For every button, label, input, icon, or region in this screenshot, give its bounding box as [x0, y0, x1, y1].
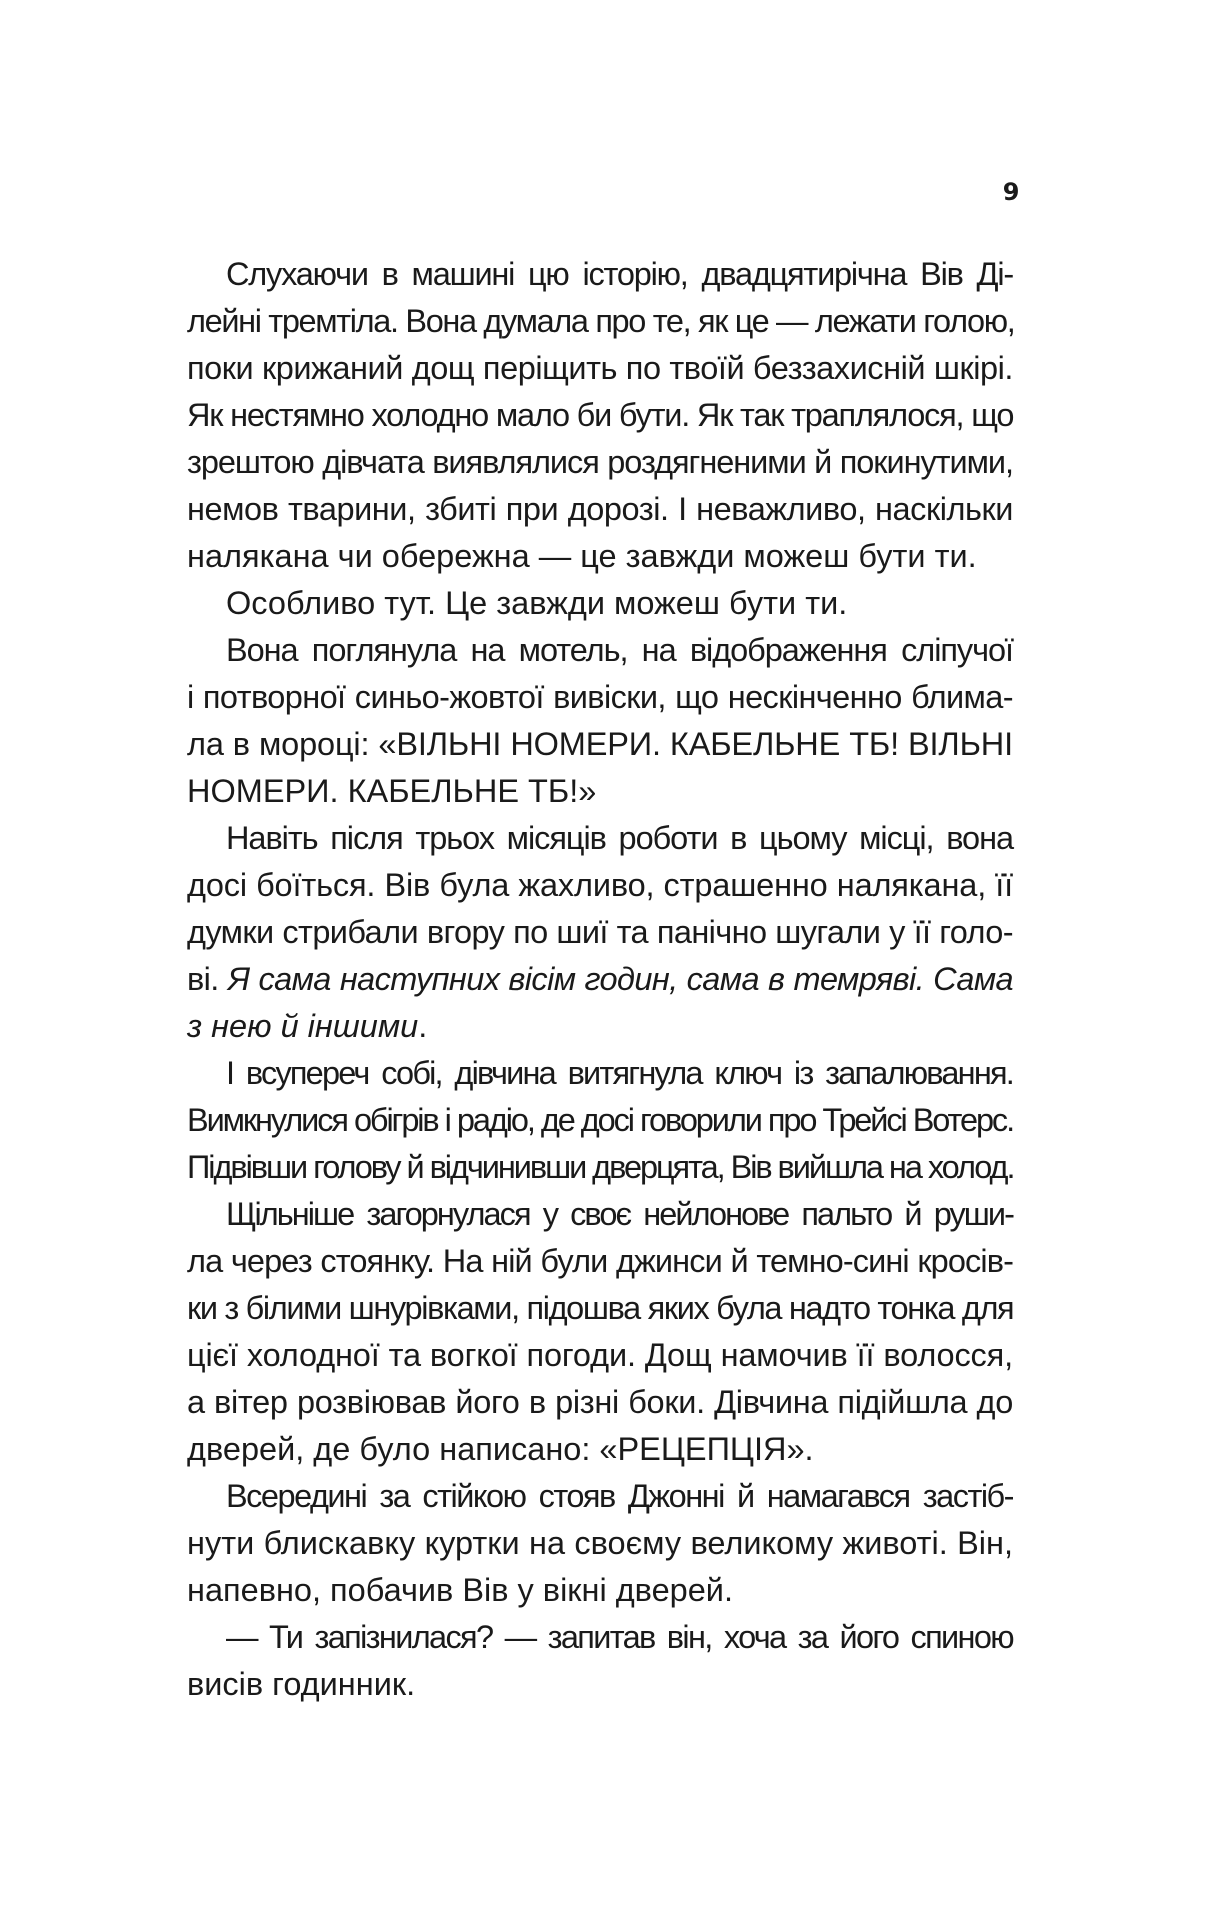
text-line: напевно, побачив Вів у вікні дверей.: [187, 1572, 733, 1608]
text-line: досі боїться. Вів була жахливо, страшенно налякана, її: [187, 867, 1013, 903]
plain-text: .: [418, 1008, 428, 1044]
text-line-mixed: [148, 956, 1013, 1003]
text-line: Підвівши голову й відчинивши дверцята, Вів вийшла на холод.: [187, 1149, 1014, 1185]
text-line: ки з білими шнурівками, підошва яких була надто тонка для: [187, 1290, 1014, 1326]
paragraph-5: [148, 1050, 1013, 1191]
text-line: зрештою дівчата виявлялися роздягненими й покинутими,: [187, 444, 1013, 480]
paragraph-3: [148, 627, 1013, 815]
paragraph-6: [148, 1191, 1013, 1473]
text-line: Особливо тут. Це завжди можеш бути ти.: [226, 585, 848, 621]
paragraph-4: [148, 815, 1013, 1050]
text-line: лейні тремтіла. Вона думала про те, як це — лежати голою,: [187, 303, 1015, 339]
text-line: висів годинник.: [187, 1666, 416, 1702]
text-line: ла через стоянку. На ній були джинси й темно-сині кросів-: [187, 1243, 1013, 1279]
text-line: немов тварини, збиті при дорозі. І неважливо, наскільки: [187, 491, 1013, 527]
paragraph-1: [148, 251, 1013, 580]
paragraph-7: [148, 1473, 1013, 1614]
text-line: дверей, де було написано: «РЕЦЕПЦІЯ».: [187, 1431, 814, 1467]
text-line-mixed: [148, 1003, 1013, 1050]
plain-text: ві.: [187, 961, 228, 997]
text-line: цієї холодної та вогкої погоди. Дощ намочив її волосся,: [187, 1337, 1013, 1373]
paragraph-8: [148, 1614, 1013, 1708]
text-line: Вимкнулися обігрів і радіо, де досі говорили про Трейсі Вотерс.: [187, 1102, 1013, 1138]
text-line: нути блискавку куртки на своєму великому животі. Він,: [187, 1525, 1013, 1561]
text-line: Вона поглянула на мотель, на відображення сліпучої: [226, 632, 1013, 668]
italic-text: з нею й іншими: [187, 1008, 419, 1044]
text-line: і потворної синьо-жовтої вивіски, що нескінченно блима-: [187, 679, 1013, 715]
text-line: І всупереч собі, дівчина витягнула ключ із запалювання.: [226, 1055, 1013, 1091]
text-line: налякана чи обережна — це завжди можеш бути ти.: [187, 538, 977, 574]
body-text: [148, 251, 1013, 1708]
text-line: Щільніше загорнулася у своє нейлонове пальто й руши-: [226, 1196, 1013, 1232]
text-line: поки крижаний дощ періщить по твоїй беззахисній шкірі.: [187, 350, 1013, 386]
text-line: ла в мороці: «ВІЛЬНІ НОМЕРИ. КАБЕЛЬНЕ ТБ! ВІЛЬНІ: [187, 726, 1013, 762]
text-line: Як нестямно холодно мало би бути. Як так траплялося, що: [187, 397, 1014, 433]
text-line: Слухаючи в машині цю історію, двадцятирічна Вів Ді-: [226, 256, 1013, 292]
page-number: 9: [1002, 178, 1020, 206]
text-line: думки стрибали вгору по шиї та панічно шугали у її голо-: [187, 914, 1013, 950]
paragraph-2: [148, 580, 1013, 627]
text-line: Навіть після трьох місяців роботи в цьому місці, вона: [226, 820, 1013, 856]
text-line: Всередині за стійкою стояв Джонні й намагався застіб-: [226, 1478, 1013, 1514]
text-line: НОМЕРИ. КАБЕЛЬНЕ ТБ!»: [187, 773, 597, 809]
text-line: а вітер розвіював його в різні боки. Дівчина підійшла до: [187, 1384, 1013, 1420]
italic-text: Я сама наступних вісім годин, сама в темряві. Сама: [227, 961, 1013, 997]
text-line: — Ти запізнилася? — запитав він, хоча за його спиною: [226, 1619, 1013, 1655]
